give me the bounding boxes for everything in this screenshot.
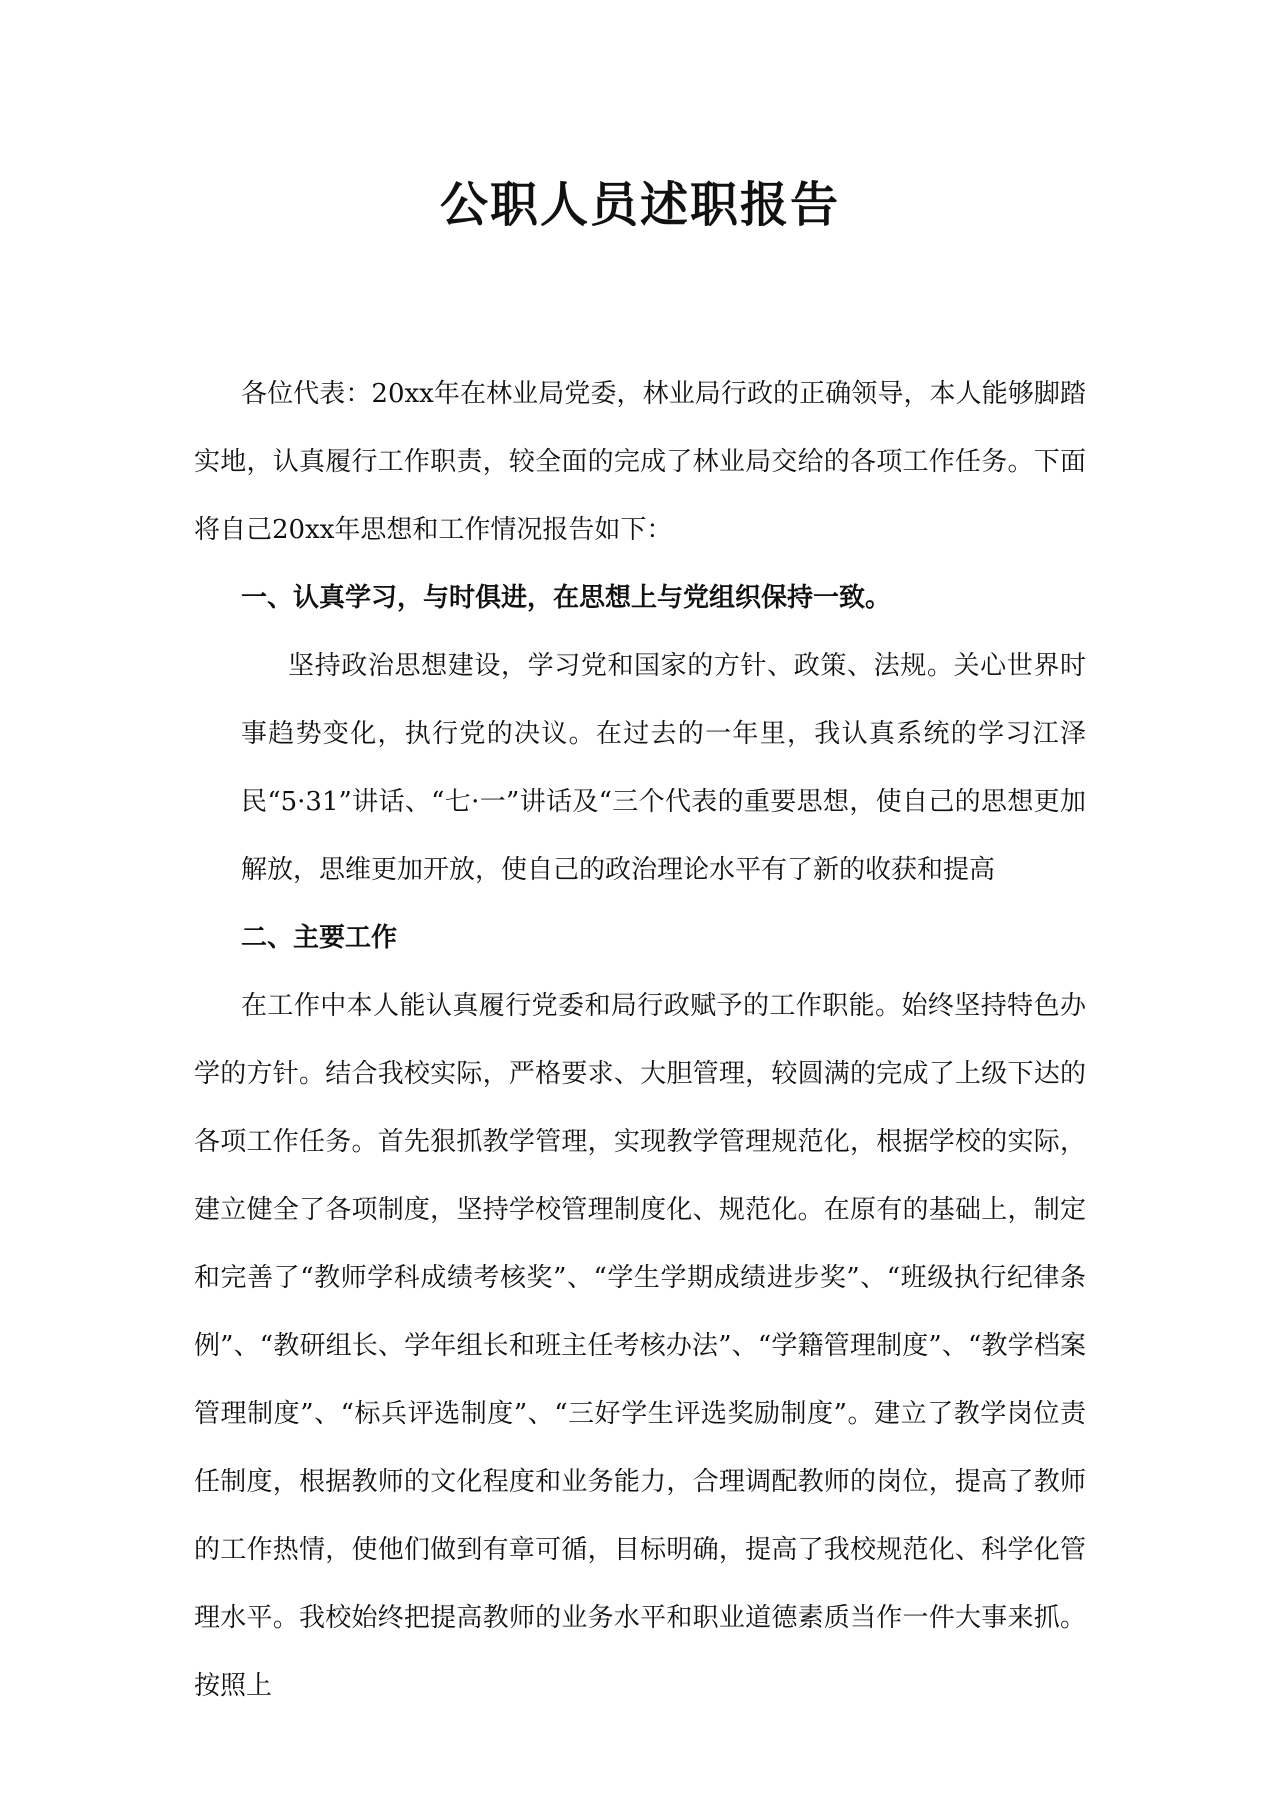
intro-paragraph: 各位代表：20xx年在林业局党委，林业局行政的正确领导，本人能够脚踏实地，认真履行工作职责，较全面的完成了林业局交给的各项工作任务。下面将自己20xx年思想和工作情况报告如下： [194,379,1086,545]
document-title: 公职人员述职报告 [439,177,840,233]
section-heading-2: 二、主要工作 [241,923,398,953]
section-2-paragraph: 在工作中本人能认真履行党委和局行政赋予的工作职能。始终坚持特色办学的方针。结合我校实际，严格要求、大胆管理，较圆满的完成了上级下达的各项工作任务。首先狠抓教学管理，实现教学管理规范化，根据学校的实际，建立健全了各项制度，坚持学校管理制度化、规范化。在原有的基础上，制定和完善了“教师学科成绩考核奖”、“学生学期成绩进步奖”、“班级执行纪律条例”、“教研组长、学年组长和班主任考核办法”、“学籍管理制度”、“教学档案管理制度”、“标兵评选制度”、“三好学生评选奖励制度”。建立了教学岗位责任制度，根据教师的文化程度和业务能力，合理调配教师的岗位，提高了教师的工作热情，使他们做到有章可循，目标明确，提高了我校规范化、科学化管理水平。我校始终把提高教师的业务水平和职业道德素质当作一件大事来抓。按照上 [194,991,1086,1701]
document-body [194,360,1086,1720]
section-1-paragraph: 坚持政治思想建设，学习党和国家的方针、政策、法规。关心世界时事趋势变化，执行党的决议。在过去的一年里，我认真系统的学习江泽民“5·31”讲话、“七·一”讲话及“三个代表的重要思想，使自己的思想更加解放，思维更加开放，使自己的政治理论水平有了新的收获和提高 [241,651,1086,885]
section-heading-1: 一、认真学习，与时俱进，在思想上与党组织保持一致。 [241,583,892,613]
